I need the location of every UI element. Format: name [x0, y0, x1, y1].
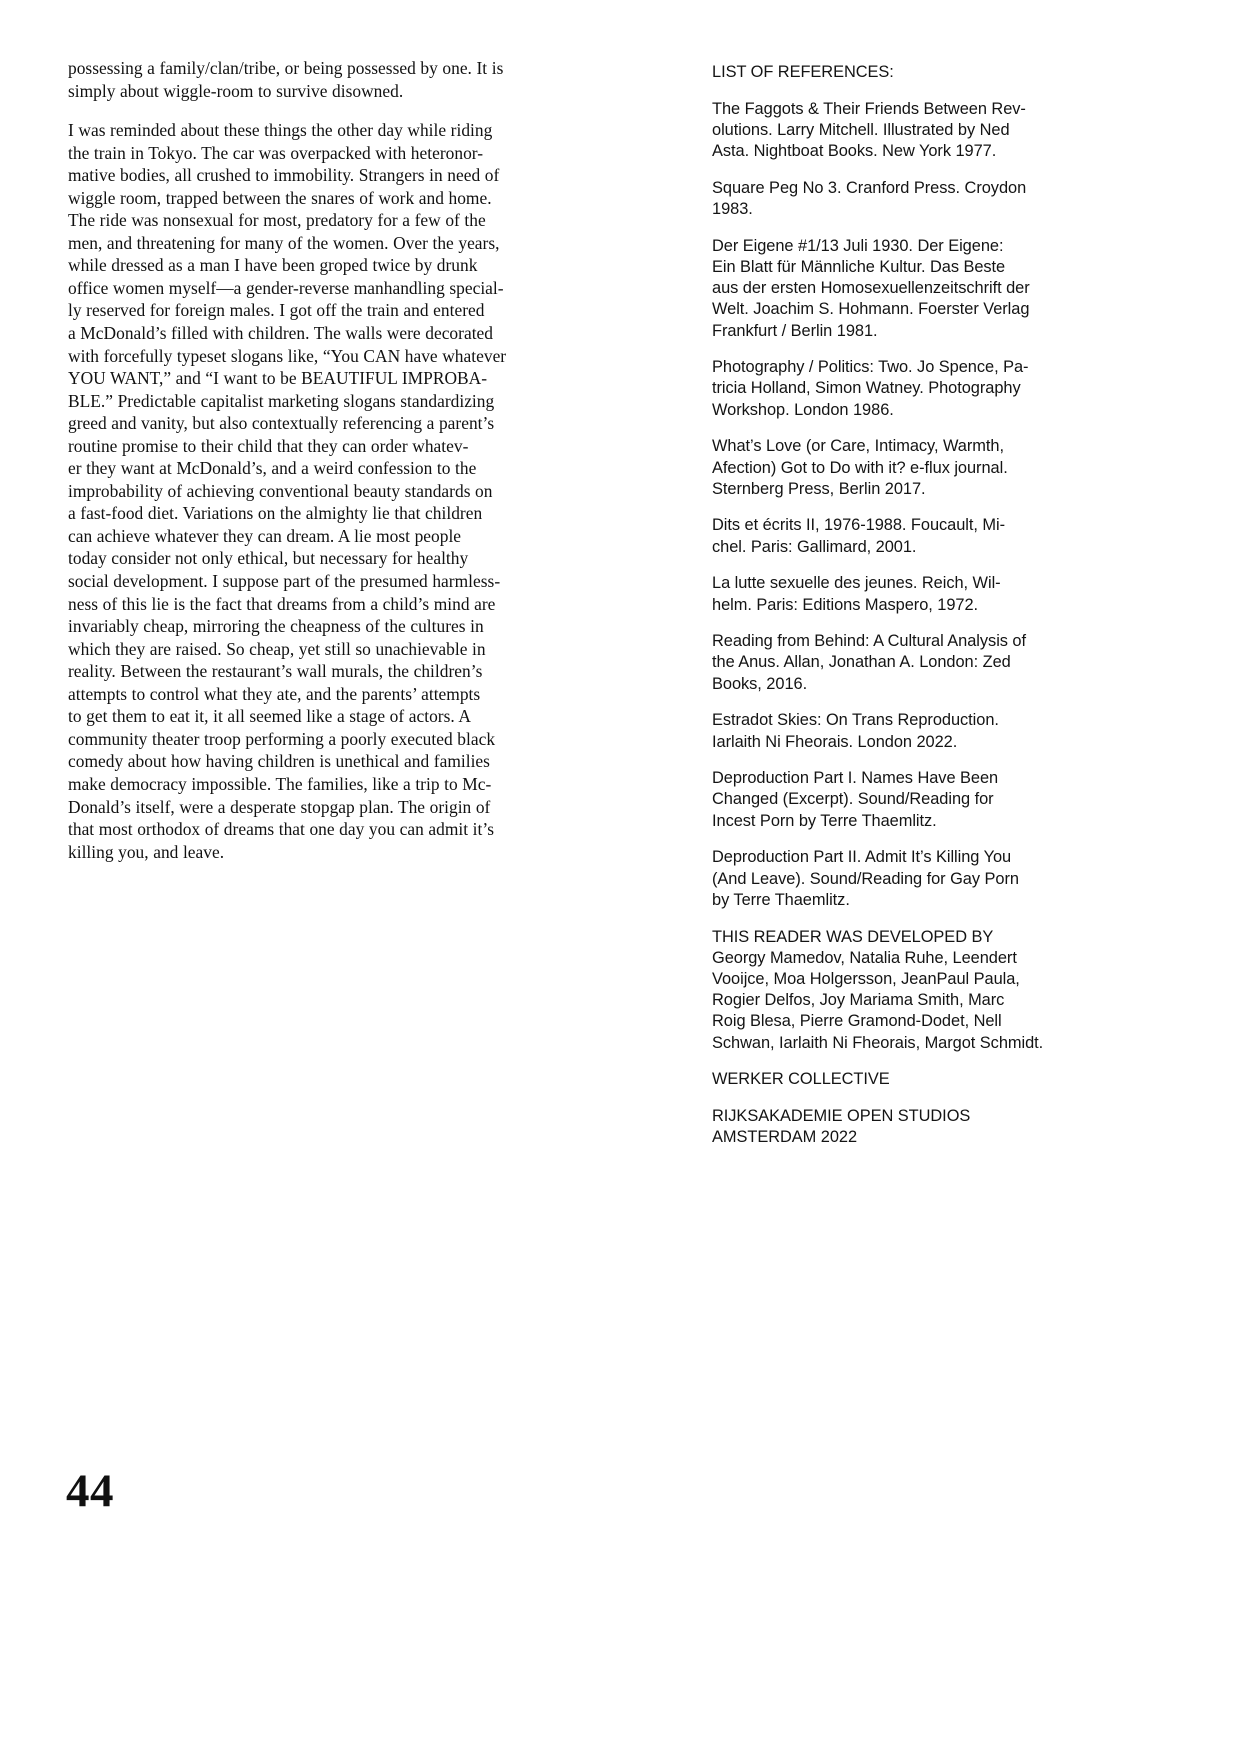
essay-line: which they are raised. So cheap, yet still so unachievable in	[68, 638, 486, 659]
essay-line: simply about wiggle-room to survive disowned.	[68, 80, 404, 101]
essay-line: reality. Between the restaurant’s wall murals, the children’s	[68, 661, 483, 682]
reference-line: (And Leave). Sound/Reading for Gay Porn	[712, 869, 1019, 888]
references-heading	[712, 62, 1062, 83]
references-heading-label: LIST OF REFERENCES:	[712, 63, 894, 81]
essay-line: that most orthodox of dreams that one day you can admit it’s	[68, 819, 495, 840]
reference-entry-der-eigene	[712, 236, 1062, 342]
essay-line: can achieve whatever they can dream. A lie most people	[68, 525, 462, 546]
essay-line: improbability of achieving conventional beauty standards on	[68, 480, 493, 501]
credits-venue-line: AMSTERDAM 2022	[712, 1128, 858, 1147]
reference-line: Welt. Joachim S. Hohmann. Foerster Verlag	[712, 300, 1030, 319]
reference-line: Books, 2016.	[712, 674, 808, 693]
essay-line: YOU WANT,” and “I want to be BEAUTIFUL IMPROBA-	[68, 368, 488, 389]
reference-line: chel. Paris: Gallimard, 2001.	[712, 537, 917, 556]
essay-line: make democracy impossible. The families, like a trip to Mc-	[68, 773, 492, 794]
reference-line: Asta. Nightboat Books. New York 1977.	[712, 142, 997, 161]
reference-entry-dits-et-ecrits	[712, 515, 1062, 557]
reference-line: Photography / Politics: Two. Jo Spence, Pa-	[712, 358, 1029, 377]
reference-entry-deproduction-ii	[712, 847, 1062, 911]
reference-line: Reading from Behind: A Cultural Analysis of	[712, 632, 1027, 651]
essay-line: killing you, and leave.	[68, 841, 225, 862]
essay-line: attempts to control what they ate, and the parents’ attempts	[68, 683, 481, 704]
reference-line: Changed (Excerpt). Sound/Reading for	[712, 790, 994, 809]
essay-line: possessing a family/clan/tribe, or being possessed by one. It is	[68, 58, 504, 78]
essay-line: er they want at McDonald’s, and a weird confession to the	[68, 458, 477, 479]
reference-line: by Terre Thaemlitz.	[712, 890, 850, 909]
essay-line: comedy about how having children is unethical and families	[68, 751, 490, 772]
reference-line: Deproduction Part I. Names Have Been	[712, 769, 999, 788]
reference-entry-whats-love	[712, 436, 1062, 500]
credits-collective-label: WERKER COLLECTIVE	[712, 1070, 890, 1089]
reference-line: La lutte sexuelle des jeunes. Reich, Wil-	[712, 574, 1001, 593]
essay-line: mative bodies, all crushed to immobility. Strangers in need of	[68, 165, 500, 186]
credits-venue-line: RIJKSAKADEMIE OPEN STUDIOS	[712, 1106, 971, 1125]
essay-line: ness of this lie is the fact that dreams from a child’s mind are	[68, 593, 496, 614]
credits-developed-by	[712, 927, 1062, 1054]
essay-line: while dressed as a man I have been groped twice by drunk	[68, 255, 478, 276]
credits-line: Schwan, Iarlaith Ni Fheorais, Margot Schmidt.	[712, 1033, 1044, 1052]
essay-line: social development. I suppose part of the presumed harmless-	[68, 571, 501, 592]
essay-line: today consider not only ethical, but necessary for healthy	[68, 548, 469, 569]
credits-venue	[712, 1106, 1062, 1148]
reference-line: Der Eigene #1/13 Juli 1930. Der Eigene:	[712, 236, 1004, 255]
essay-line: I was reminded about these things the other day while riding	[68, 120, 493, 141]
credits-line: Rogier Delfos, Joy Mariama Smith, Marc	[712, 991, 1005, 1010]
essay-line: office women myself—a gender-reverse manhandling special-	[68, 277, 504, 298]
credits-line: Roig Blesa, Pierre Gramond-Dodet, Nell	[712, 1012, 1002, 1031]
essay-line: to get them to eat it, it all seemed like a stage of actors. A	[68, 706, 471, 727]
essay-line: a McDonald’s filled with children. The walls were decorated	[68, 323, 494, 344]
reference-line: Incest Porn by Terre Thaemlitz.	[712, 811, 937, 830]
reference-line: Workshop. London 1986.	[712, 400, 894, 419]
reference-line: What’s Love (or Care, Intimacy, Warmth,	[712, 437, 1004, 456]
essay-line: invariably cheap, mirroring the cheapness of the cultures in	[68, 616, 484, 637]
essay-line: routine promise to their child that they can order whatev-	[68, 435, 469, 456]
credits-line: Georgy Mamedov, Natalia Ruhe, Leendert	[712, 948, 1017, 967]
page-number: 44	[66, 1465, 114, 1517]
reference-line: Estradot Skies: On Trans Reproduction.	[712, 711, 999, 730]
essay-paragraph	[68, 119, 548, 863]
essay-line: Donald’s itself, were a desperate stopgap plan. The origin of	[68, 796, 491, 817]
essay-paragraph	[68, 57, 548, 102]
credits-heading-label: THIS READER WAS DEVELOPED BY	[712, 927, 994, 946]
reference-line: Deproduction Part II. Admit It’s Killing You	[712, 848, 1012, 867]
reference-line: 1983.	[712, 200, 753, 219]
reference-line: tricia Holland, Simon Watney. Photography	[712, 379, 1021, 398]
reference-line: The Faggots & Their Friends Between Rev-	[712, 99, 1026, 118]
reference-entry-deproduction-i	[712, 768, 1062, 832]
essay-line: ly reserved for foreign males. I got off the train and entered	[68, 300, 485, 321]
essay-line: community theater troop performing a poorly executed black	[68, 728, 496, 749]
reference-line: Square Peg No 3. Cranford Press. Croydon	[712, 178, 1027, 197]
reference-entry-la-lutte	[712, 573, 1062, 615]
essay-line: a fast-food diet. Variations on the almighty lie that children	[68, 503, 483, 524]
reference-line: helm. Paris: Editions Maspero, 1972.	[712, 595, 979, 614]
reference-entry-faggots	[712, 99, 1062, 163]
essay-line: BLE.” Predictable capitalist marketing slogans standardizing	[68, 390, 495, 411]
reference-line: the Anus. Allan, Jonathan A. London: Zed	[712, 653, 1011, 672]
reference-line: Ein Blatt für Männliche Kultur. Das Beste	[712, 257, 1006, 276]
reference-entry-square-peg	[712, 178, 1062, 220]
reference-line: olutions. Larry Mitchell. Illustrated by Ned	[712, 120, 1010, 139]
essay-line: men, and threatening for many of the women. Over the years,	[68, 232, 500, 253]
reference-line: Frankfurt / Berlin 1981.	[712, 321, 878, 340]
reference-line: Afection) Got to Do with it? e-flux journal.	[712, 458, 1008, 477]
reference-entry-estradot-skies	[712, 710, 1062, 752]
reference-entry-photography-politics	[712, 357, 1062, 421]
reference-line: aus der ersten Homosexuellenzeitschrift der	[712, 279, 1030, 298]
reference-line: Iarlaith Ni Fheorais. London 2022.	[712, 732, 958, 751]
credits-line: Vooijce, Moa Holgersson, JeanPaul Paula,	[712, 969, 1020, 988]
essay-line: greed and vanity, but also contextually referencing a parent’s	[68, 413, 495, 434]
credits-collective	[712, 1069, 1062, 1090]
essay-column	[68, 57, 548, 863]
reference-entry-reading-from-behind	[712, 631, 1062, 695]
essay-line: The ride was nonsexual for most, predatory for a few of the	[68, 210, 486, 231]
reference-line: Dits et écrits II, 1976-1988. Foucault, Mi-	[712, 516, 1006, 535]
essay-line: wiggle room, trapped between the snares of work and home.	[68, 187, 492, 208]
references-column	[712, 62, 1062, 1148]
essay-line: the train in Tokyo. The car was overpacked with heteronor-	[68, 142, 484, 163]
essay-line: with forcefully typeset slogans like, “You CAN have whatever	[68, 345, 507, 366]
reference-line: Sternberg Press, Berlin 2017.	[712, 479, 926, 498]
